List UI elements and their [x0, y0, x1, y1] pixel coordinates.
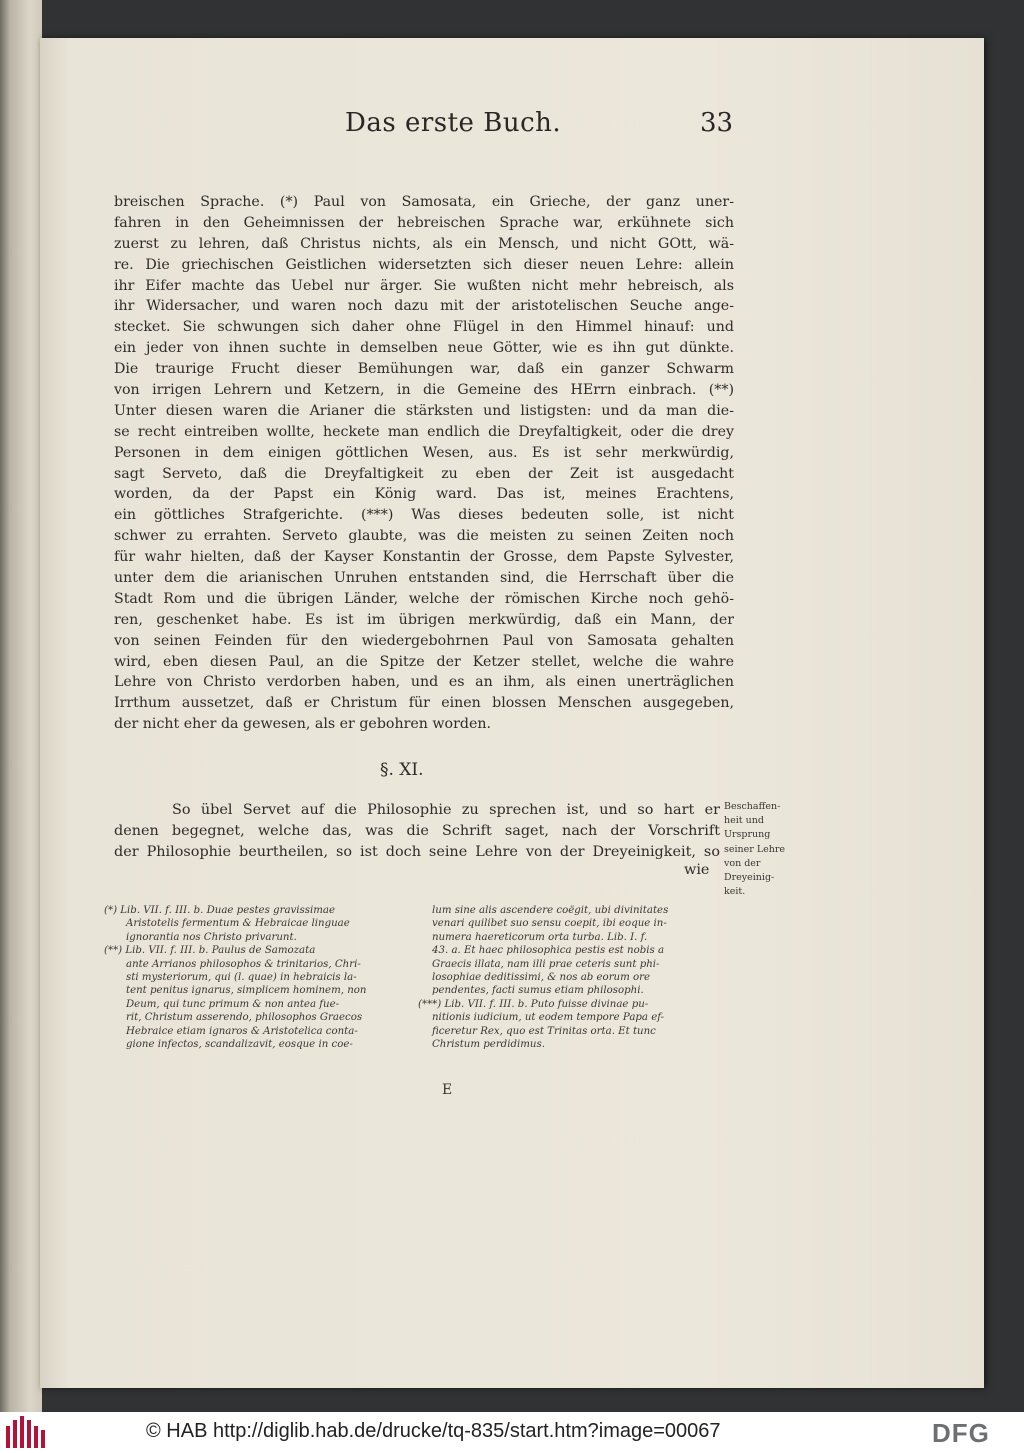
footnote-line: Deum, qui tunc primum & non antea fue-	[126, 998, 340, 1010]
footnote-line: losophiae deditissimi, & nos ab eorum ore	[432, 971, 651, 983]
catchword: wie	[684, 862, 710, 878]
text-line: stecket. Sie schwungen sich daher ohne Flügel in den Himmel hinauf: und	[114, 319, 734, 336]
footnote-line: ante Arrianos philosophos & trinitarios, Chri-	[126, 958, 361, 970]
footnote-line: Hebraice etiam ignaros & Aristotelica conta-	[126, 1025, 358, 1037]
footnote-line: sti mysteriorum, qui (l. quae) in hebraicis la-	[126, 971, 357, 983]
viewer-footer	[0, 1412, 1024, 1453]
footnote-line: (***) Lib. VII. f. III. b. Puto fuisse divinae pu-	[418, 998, 649, 1010]
footnotes-left-column	[104, 904, 404, 1051]
text-line: ein jeder von ihnen suchte in demselben neue Götter, wie es ihn gut dünkte.	[114, 340, 734, 357]
marginal-note-line: Ursprung	[724, 829, 771, 841]
copyright-link[interactable]: © HAB http://diglib.hab.de/drucke/tq-835/start.htm?image=00067	[146, 1420, 721, 1442]
running-title: Das erste Buch.	[345, 108, 562, 138]
footnote-line: (*) Lib. VII. f. III. b. Duae pestes gravissimae	[104, 905, 336, 916]
text-line: Unter diesen waren die Arianer die stärksten und listigsten: und da man die-	[114, 402, 734, 419]
text-line: schwer zu errahten. Serveto glaubte, was die meisten zu seinen Zeiten noch	[114, 528, 734, 545]
text-line: ein göttliches Strafgerichte. (***) Was dieses bedeuten solle, ist nicht	[114, 507, 734, 524]
footnote-line: Aristotelis fermentum & Hebraicae linguae	[126, 918, 350, 930]
text-line: Lehre von Christo verdorben haben, und es an ihm, als einen unerträglichen	[114, 674, 734, 691]
footnote-line: (**) Lib. VII. f. III. b. Paulus de Samozata	[104, 945, 316, 957]
text-line: wird, eben diesen Paul, an die Spitze der Ketzer stellet, welche die wahre	[114, 653, 734, 670]
marginal-note-line: keit.	[724, 886, 746, 898]
text-line: re. Die griechischen Geistlichen widersetzten sich dieser neuen Lehre: allein	[114, 256, 734, 273]
dfg-logo: DFG	[932, 1418, 990, 1448]
footnote-line: rit, Christum asserendo, philosophos Graecos	[126, 1012, 363, 1024]
text-line: So übel Servet auf die Philosophie zu sprechen ist, und so hart er	[172, 802, 720, 818]
main-text-block	[114, 192, 734, 735]
page-number: 33	[700, 108, 734, 138]
footnote-line: numera haereticorum orta turba. Lib. I. f.	[432, 931, 648, 943]
footnote-line: ficeretur Rex, quo est Trinitas orta. Et tunc	[432, 1025, 656, 1037]
running-head	[0, 108, 1024, 148]
text-line: von irrigen Lehrern und Ketzern, in die Gemeine des HErrn einbrach. (**)	[114, 382, 734, 399]
footnote-line: venari quilibet suo sensu coepit, ibi eoque in-	[432, 918, 667, 930]
text-line: Personen in dem einigen göttlichen Wesen, aus. Es ist sehr merkwürdig,	[114, 444, 734, 461]
text-line: ren, geschenket habe. Es ist im übrigen merkwürdig, daß ein Mann, der	[114, 611, 734, 628]
footnote-line: tent penitus ignarus, simplicem hominem, non	[126, 985, 367, 997]
text-line: ihr Widersacher, und waren noch dazu mit der aristotelischen Seuche ange-	[114, 298, 734, 315]
marginal-note-line: Beschaffen-	[724, 801, 781, 812]
text-line: der Philosophie beurtheilen, so ist doch seine Lehre von der Dreyeinigkeit, so	[114, 843, 720, 860]
footnote-line: Graecis illata, nam illi prae ceteris sunt phi-	[432, 958, 660, 970]
text-line: sagt Serveto, daß die Dreyfaltigkeit zu eben der Zeit ist ausgedacht	[114, 465, 734, 482]
footnote-line: gione infectos, scandalizavit, eosque in coe-	[126, 1038, 353, 1050]
text-line: für wahr hielten, daß der Kayser Konstantin der Grosse, dem Papste Sylvester,	[114, 549, 734, 566]
text-line: breischen Sprache. (*) Paul von Samosata, ein Grieche, der ganz uner-	[114, 194, 734, 210]
marginal-note-line: heit und	[724, 815, 764, 827]
footnote-line: ignorantia nos Christo privarunt.	[126, 931, 297, 943]
text-line: zuerst zu lehren, daß Christus nichts, als ein Mensch, und nicht GOtt, wä-	[114, 235, 734, 252]
text-line: ihr Eifer machte das Uebel nur ärger. Sie wußten nicht mehr hebreisch, als	[114, 277, 734, 294]
text-line: der nicht eher da gewesen, als er gebohren worden.	[114, 716, 491, 733]
footnote-line: nitionis iudicium, ut eodem tempore Papa ef-	[432, 1012, 665, 1024]
marginal-note-line: von der	[724, 857, 761, 869]
footnote-line: pendentes, facti sumus etiam philosophi.	[432, 985, 644, 997]
text-line: von seinen Feinden für den wiedergebohrnen Paul von Samosata gehalten	[114, 632, 734, 649]
facing-page-edge	[0, 0, 42, 1412]
text-line: unter dem die arianischen Unruhen entstanden sind, die Herrschaft über die	[114, 570, 734, 587]
marginal-note-line: seiner Lehre	[724, 843, 786, 855]
text-line: Die traurige Frucht dieser Bemühungen war, daß ein ganzer Schwarm	[114, 361, 734, 378]
hab-logo-icon	[6, 1416, 46, 1448]
text-line: Irrthum aussetzet, daß er Christum für einen blossen Menschen ausgegeben,	[114, 695, 734, 712]
text-line: Stadt Rom und die übrigen Länder, welche der römischen Kirche noch gehö-	[114, 590, 734, 607]
marginal-note-line: Dreyeinig-	[724, 871, 775, 883]
footnotes-right-column	[418, 904, 724, 1051]
section-paragraph	[114, 800, 720, 863]
text-line: fahren in den Geheimnissen der hebreischen Sprache war, erkühnete sich	[114, 214, 734, 231]
signature-mark: E	[442, 1082, 453, 1098]
text-line: se recht eintreiben wollte, heckete man endlich die Dreyfaltigkeit, oder die drey	[114, 423, 734, 440]
text-line: worden, da der Papst ein König ward. Das ist, meines Erachtens,	[114, 486, 734, 503]
text-line: denen begegnet, welche das, was die Schrift saget, nach der Vorschrift	[114, 822, 720, 839]
footnote-line: 43. a. Et haec philosophica pestis est nobis a	[432, 945, 665, 957]
marginal-note	[724, 800, 794, 899]
section-heading: §. XI.	[380, 760, 424, 780]
footnote-line: lum sine alis ascendere coëgit, ubi divinitates	[432, 905, 669, 916]
footnote-line: Christum perdidimus.	[432, 1038, 545, 1050]
